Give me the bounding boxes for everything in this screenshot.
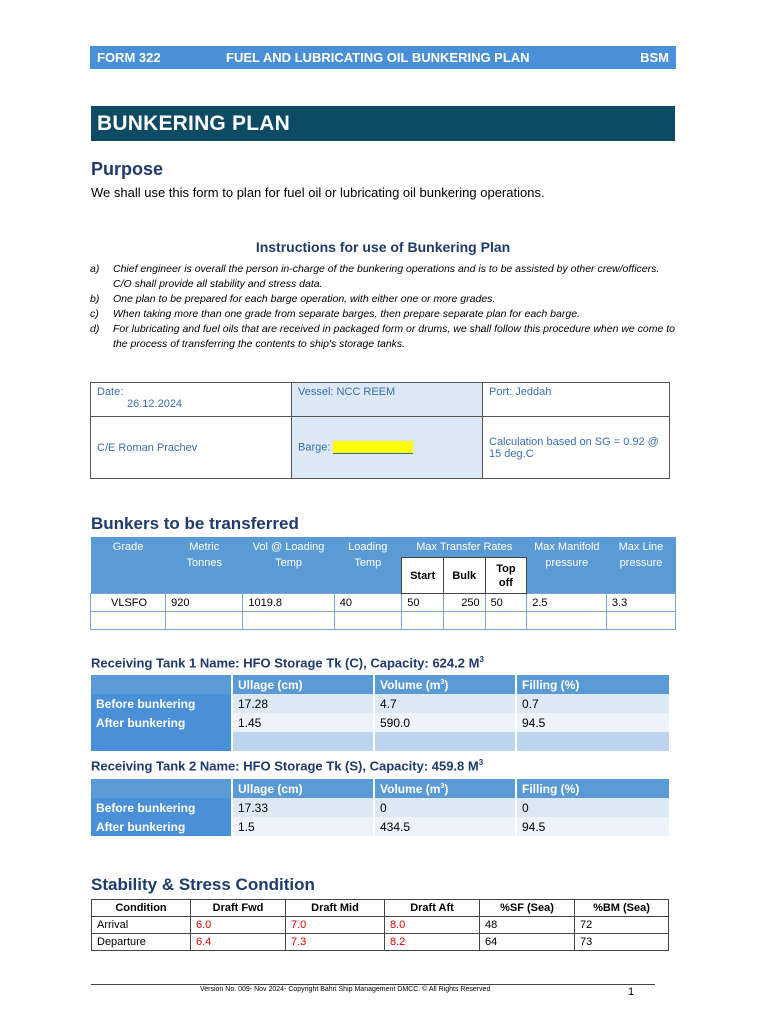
empty-cell[interactable] [232,732,374,751]
draft-aft-arrival[interactable]: 8.0 [385,917,480,934]
ullage-before[interactable]: 17.33 [232,798,374,817]
barge-label: Barge: [298,441,331,454]
filling-before[interactable]: 0.7 [516,694,670,713]
date-label: Date: [97,386,124,398]
empty-cell[interactable] [91,612,166,630]
row-before-bunkering: Before bunkering [91,694,232,713]
sf-departure[interactable]: 64 [480,934,575,951]
date-cell [91,383,292,417]
filling-after[interactable]: 94.5 [516,817,670,836]
col-filling: Filling (%) [516,675,670,694]
chief-engineer-cell[interactable]: C/E Roman Prachev [91,417,292,479]
list-letter: d) [90,323,100,335]
tank1-heading [91,655,484,670]
volume-value[interactable]: 1019.8 [243,594,334,612]
table-row-empty [91,732,670,751]
table-row-empty [91,612,676,630]
empty-cell [91,732,232,751]
ullage-after[interactable]: 1.5 [232,817,374,836]
table-row [92,934,669,951]
row-after-bunkering: After bunkering [91,817,232,836]
tank2-heading-text: Receiving Tank 2 Name: HFO Storage Tk (S), Capacity: 459.8 M [91,758,479,774]
col-volume: Volume $(m^3)$ [374,779,516,798]
bunkers-heading: Bunkers to be transferred [91,514,299,533]
col-max-transfer-rates: Max Transfer Rates [402,537,527,558]
col-top-off: Top off [485,558,527,594]
list-text: When taking more than one grade from separate barges, then prepare separate plan for each barge. [113,308,580,320]
table-row [92,917,669,934]
port-cell[interactable]: Port: Jeddah [483,383,670,417]
bm-departure[interactable]: 73 [575,934,669,951]
table-row [91,798,670,817]
col-volume-sup: 3 [440,782,445,790]
tank1-heading-text: Receiving Tank 1 Name: HFO Storage Tk (C), Capacity: 624.2 M [91,655,480,671]
empty-cell[interactable] [334,612,402,630]
instructions-heading: Instructions for use of Bunkering Plan [255,239,511,255]
main-title-bar [91,106,675,141]
vessel-cell[interactable]: Vessel: NCC REEM [292,383,483,417]
ullage-before[interactable]: 17.28 [232,694,374,713]
metric-tonnes-value[interactable]: 920 [166,594,243,612]
brand-label: BSM [640,50,669,65]
empty-cell[interactable] [606,612,675,630]
list-text: One plan to be prepared for each barge operation, with either one or more grades. [113,293,496,305]
col-metric-tonnes: Metric Tonnes [166,537,243,594]
condition-arrival: Arrival [92,917,191,934]
col-bulk: Bulk [443,558,485,594]
draft-mid-arrival[interactable]: 7.0 [286,917,385,934]
manifold-pressure-value[interactable]: 2.5 [527,594,607,612]
empty-cell[interactable] [243,612,334,630]
list-letter: c) [90,308,99,320]
empty-cell[interactable] [443,612,485,630]
stability-table [91,899,669,951]
tank2-table [91,779,671,836]
top-off-rate-value[interactable]: 50 [485,594,527,612]
tank2-heading [91,758,483,773]
empty-cell[interactable] [527,612,607,630]
list-item [90,322,680,352]
stability-heading: Stability & Stress Condition [91,875,315,894]
col-draft-mid: Draft Mid [286,900,385,917]
volume-after[interactable]: 434.5 [374,817,516,836]
empty-cell[interactable] [166,612,243,630]
loading-temp-value[interactable]: 40 [334,594,402,612]
draft-mid-departure[interactable]: 7.3 [286,934,385,951]
list-item [90,292,680,307]
footer-copyright: Version No. 009- Nov 2024- Copyright Bahri Ship Management DMCC. © All Rights Reserved [200,986,491,993]
col-ullage: Ullage (cm) [232,779,374,798]
line-pressure-value[interactable]: 3.3 [606,594,675,612]
voyage-info-table [90,382,670,479]
barge-input-highlight[interactable] [333,441,413,454]
grade-value[interactable]: VLSFO [91,594,166,612]
volume-after[interactable]: 590.0 [374,713,516,732]
bunkers-table [90,537,676,630]
purpose-heading: Purpose [91,159,164,179]
list-item [90,262,680,292]
table-row [91,817,670,836]
list-letter: a) [90,263,100,275]
filling-after[interactable]: 94.5 [516,713,670,732]
col-start: Start [402,558,444,594]
col-volume-sup: 3 [440,678,445,686]
row-before-bunkering: Before bunkering [91,798,232,817]
col-bm-sea: %BM (Sea) [575,900,669,917]
tank1-heading-sup: 3 [479,655,484,664]
list-text: For lubricating and fuel oils that are received in packaged form or drums, we shall follow this procedure when we come to the process of transferring the contents to ship's storage tanks. [113,323,676,350]
barge-cell [292,417,483,479]
empty-header-cell [91,675,232,694]
list-letter: b) [90,293,100,305]
empty-cell[interactable] [374,732,516,751]
tank2-heading-sup: 3 [478,758,484,767]
table-row [91,594,676,612]
col-volume-text: Volume (m [380,781,441,796]
empty-header-cell [91,779,232,798]
bulk-rate-value[interactable]: 250 [443,594,485,612]
col-max-line-pressure: Max Line pressure [606,537,675,594]
col-draft-fwd: Draft Fwd [191,900,286,917]
instructions-list [90,262,680,352]
form-title: FUEL AND LUBRICATING OIL BUNKERING PLAN [226,50,530,65]
list-item [90,307,680,322]
col-volume: Volume $(m^3)$ [374,675,516,694]
purpose-text: We shall use this form to plan for fuel oil or lubricating oil bunkering operations. [91,185,545,200]
bm-arrival[interactable]: 72 [575,917,669,934]
ullage-after[interactable]: 1.45 [232,713,374,732]
form-number: FORM 322 [97,50,161,65]
col-draft-aft: Draft Aft [385,900,480,917]
table-row [91,694,670,713]
empty-cell[interactable] [485,612,527,630]
footer-divider [91,984,655,985]
calculation-cell[interactable]: Calculation based on SG = 0.92 @ 15 deg.C [483,417,670,479]
table-row [91,713,670,732]
col-condition: Condition [92,900,191,917]
list-text: Chief engineer is overall the person in-charge of the bunkering operations and is to be assisted by other crew/officers. C/O shall provide all stability and stress data. [113,263,660,290]
empty-cell[interactable] [402,612,444,630]
draft-fwd-arrival[interactable]: 6.0 [191,917,286,934]
col-max-manifold-pressure: Max Manifold pressure [527,537,607,594]
col-sf-sea: %SF (Sea) [480,900,575,917]
start-rate-value[interactable]: 50 [402,594,444,612]
tank1-table [91,675,671,751]
col-volume: Vol @ Loading Temp [243,537,334,594]
empty-cell[interactable] [516,732,670,751]
main-title: BUNKERING PLAN [97,112,290,135]
col-filling: Filling (%) [516,779,670,798]
condition-departure: Departure [92,934,191,951]
page-number: 1 [628,986,635,998]
date-value[interactable]: 26.12.2024 [127,398,183,410]
col-loading-temp: Loading Temp [334,537,402,594]
volume-before[interactable]: 0 [374,798,516,817]
draft-fwd-departure[interactable]: 6.4 [191,934,286,951]
filling-before[interactable]: 0 [516,798,670,817]
col-volume-text: Volume (m [380,677,441,692]
draft-aft-departure[interactable]: 8.2 [385,934,480,951]
volume-before[interactable]: 4.7 [374,694,516,713]
row-after-bunkering: After bunkering [91,713,232,732]
col-grade: Grade [91,537,166,594]
col-ullage: Ullage (cm) [232,675,374,694]
sf-arrival[interactable]: 48 [480,917,575,934]
form-header-bar [90,46,676,69]
